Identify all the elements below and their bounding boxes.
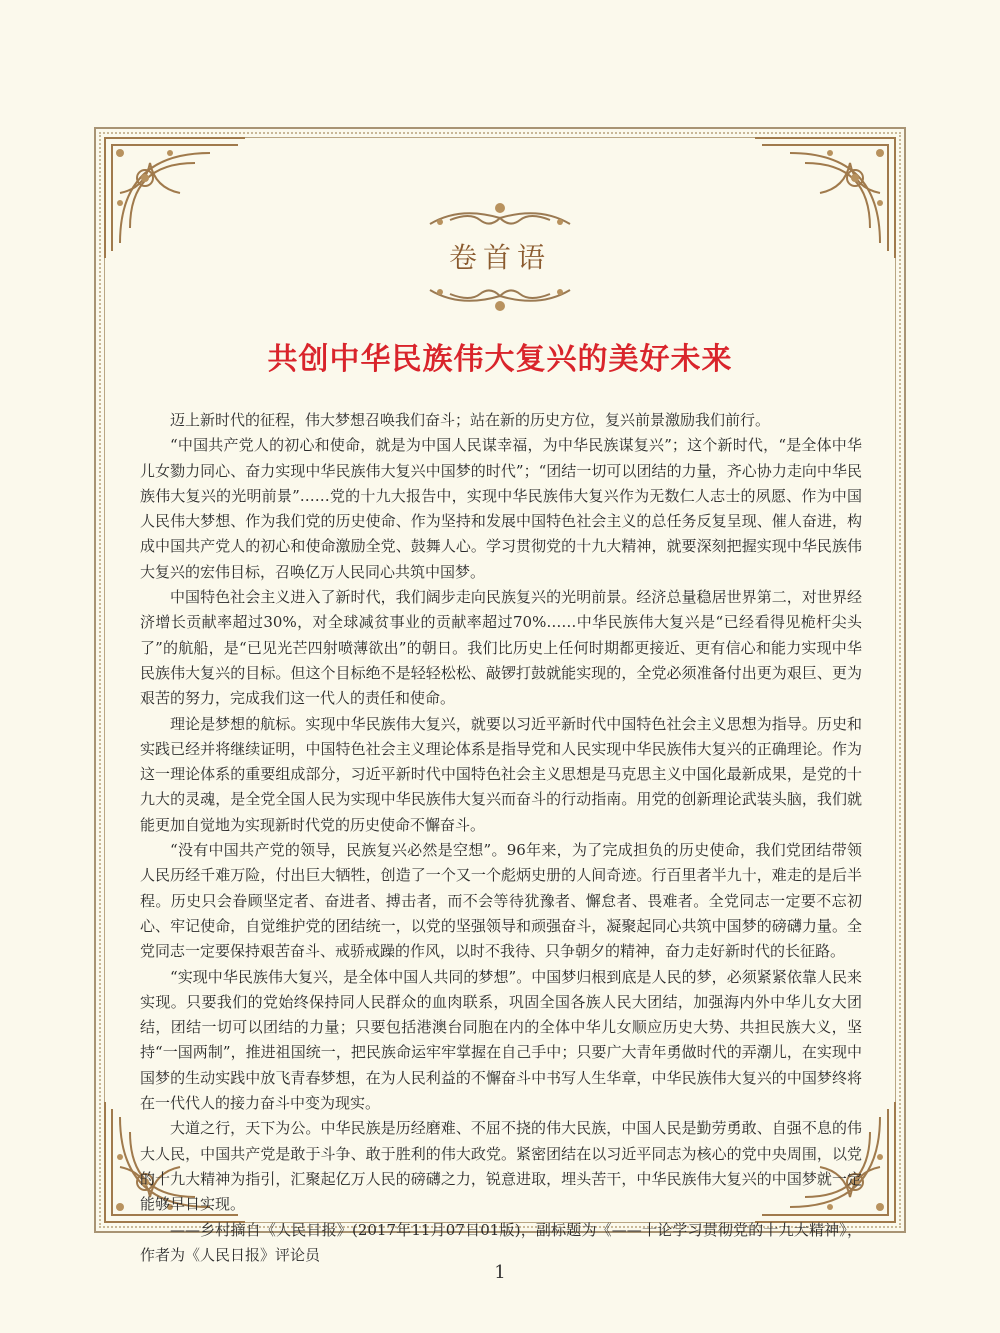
paragraph: “实现中华民族伟大复兴，是全体中国人共同的梦想”。中国梦归根到底是人民的梦，必须紧紧依靠人民来实现。只要我们的党始终保持同人民群众的血肉联系，巩固全国各族人民大团结，加强海内外中华儿女大团结，团结一切可以团结的力量；只要包括港澳台同胞在内的全体中华儿女顺应历史大势、共担民族大义，坚持“一国两制”，推进祖国统一，把民族命运牢牢掌握在自己手中；只要广大青年勇做时代的弄潮儿，在实现中国梦的生动实践中放飞青春梦想，在为人民利益的不懈奋斗中书写人生华章，中华民族伟大复兴的中国梦终将在一代代人的接力奋斗中变为现实。 [140, 967, 862, 1113]
paragraph: “没有中国共产党的领导，民族复兴必然是空想”。96年来，为了完成担负的历史使命，我们党团结带领人民历经千难万险，付出巨大牺牲，创造了一个又一个彪炳史册的人间奇迹。行百里者半九十，难走的是后半程。历史只会眷顾坚定者、奋进者、搏击者，而不会等待犹豫者、懈怠者、畏难者。全党同志一定要不忘初心、牢记使命，自觉维护党的团结统一，以党的坚强领导和顽强奋斗，凝聚起同心共筑中国梦的磅礴力量。全党同志一定要保持艰苦奋斗、戒骄戒躁的作风，以时不我待、只争朝夕的精神，奋力走好新时代的长征路。 [140, 841, 862, 961]
paragraph: 大道之行，天下为公。中华民族是历经磨难、不屈不挠的伟大民族，中国人民是勤劳勇敢、自强不息的伟大人民，中国共产党是敢于斗争、敢于胜利的伟大政党。紧密团结在以习近平同志为核心的党中央周围，以党的十九大精神为指引，汇聚起亿万人民的磅礴之力，锐意进取，埋头苦干，中华民族伟大复兴的中国梦就一定能够早日实现。 [140, 1119, 862, 1214]
corner-ornament-top-left [100, 133, 250, 263]
section-label: 卷首语 [448, 241, 551, 274]
paragraph: 迈上新时代的征程，伟大梦想召唤我们奋斗；站在新的历史方位，复兴前景激励我们前行。 [170, 411, 771, 429]
paragraph: 理论是梦想的航标。实现中华民族伟大复兴，就要以习近平新时代中国特色社会主义思想为指导。历史和实践已经并将继续证明，中国特色社会主义理论体系是指导党和人民实现中华民族伟大复兴的正确理论。作为这一理论体系的重要组成部分，习近平新时代中国特色社会主义思想是马克思主义中国化最新成果，是党的十九大的灵魂，是全党全国人民为实现中华民族伟大复兴而奋斗的行动指南。用党的创新理论武装头脑，我们就能更加自觉地为实现新时代党的历史使命不懈奋斗。 [140, 714, 862, 834]
paragraph: 中国特色社会主义进入了新时代，我们阔步走向民族复兴的光明前景。经济总量稳居世界第二，对世界经济增长贡献率超过30%，对全球减贫事业的贡献率超过70%……中华民族伟大复兴是“已经看得见桅杆尖头了”的航船，是“已见光芒四射喷薄欲出”的朝日。我们比历史上任何时期都更接近、更有信心和能力实现中华民族伟大复兴的目标。但这个目标绝不是轻轻松松、敲锣打鼓就能实现的，全党必须准备付出更为艰巨、更为艰苦的努力，完成我们这一代人的责任和使命。 [140, 588, 862, 708]
attribution: ——乡村摘自《人民日报》(2017年11月07日01版)，副标题为《——十论学习贯彻党的十九大精神》，作者为《人民日报》评论员 [140, 1220, 862, 1264]
title-ornament-bottom [420, 282, 580, 316]
page-number: 1 [494, 1262, 506, 1283]
paragraph: “中国共产党人的初心和使命，就是为中国人民谋幸福，为中华民族谋复兴”；这个新时代，“是全体中华儿女勠力同心、奋力实现中华民族伟大复兴中国梦的时代”；“团结一切可以团结的力量，齐心协力走向中华民族伟大复兴的光明前景”……党的十九大报告中，实现中华民族伟大复兴作为无数仁人志士的夙愿、作为中国人民伟大梦想、作为我们党的历史使命、作为坚持和发展中国特色社会主义的总任务反复呈现、催人奋进，构成中国共产党人的初心和使命激励全党、鼓舞人心。学习贯彻党的十九大精神，就要深刻把握实现中华民族伟大复兴的宏伟目标，召唤亿万人民同心共筑中国梦。 [140, 436, 862, 581]
corner-ornament-top-right [750, 133, 900, 263]
article-body [140, 408, 862, 1268]
article-title: 共创中华民族伟大复兴的美好未来 [267, 342, 733, 377]
title-ornament-top [420, 198, 580, 232]
